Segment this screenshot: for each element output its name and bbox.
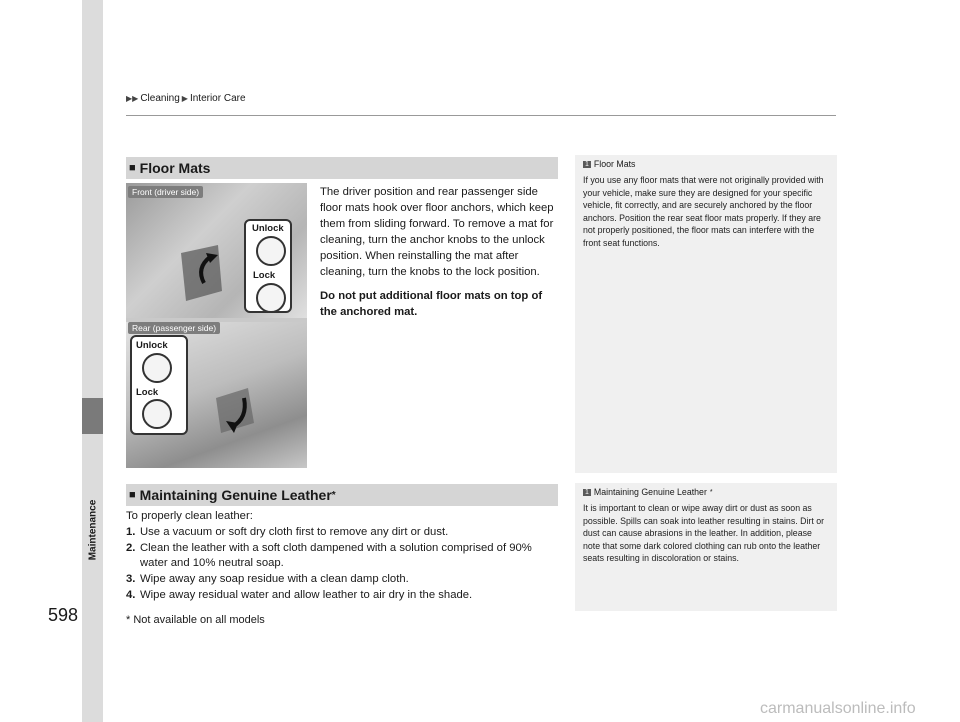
- list-item: 3. Wipe away any soap residue with a clean damp cloth.: [126, 573, 409, 586]
- breadcrumb-arrow-icon: ▶▶: [126, 94, 139, 103]
- unlock-knob-icon: [142, 353, 172, 383]
- breadcrumb-arrow-icon: ▶: [181, 94, 188, 103]
- list-item: 4. Wipe away residual water and allow leather to air dry in the shade.: [126, 588, 473, 601]
- front-driver-side-label: Front (driver side): [128, 186, 203, 198]
- note-title: 1 Maintaining Genuine Leather *: [585, 487, 713, 497]
- section-square-icon: ■: [129, 162, 136, 174]
- leather-note: [575, 483, 837, 611]
- list-item: 1. Use a vacuum or soft dry cloth first to remove any dirt or dust.: [126, 525, 449, 538]
- breadcrumb-item-cleaning[interactable]: Cleaning: [140, 93, 180, 104]
- floor-mats-note: [575, 155, 837, 473]
- note-body: It is important to clean or wipe away dirt or dust as soon as possible. Spills can soak into leather resulting in stains. Dirt or dust can cause abrasions in the leather. In addition, please note that some dark colored clothing can rub onto the leather seats resulting in discoloration or stains.: [583, 503, 825, 564]
- front-unlock-label: Unlock: [252, 223, 284, 234]
- lock-knob-icon: [256, 283, 286, 313]
- rear-passenger-side-label: Rear (passenger side): [128, 322, 220, 334]
- leather-intro: To properly clean leather:: [126, 510, 253, 522]
- floor-mats-warning: Do not put additional floor mats on top of the anchored mat.: [320, 290, 543, 318]
- leather-instructions: [126, 509, 560, 604]
- breadcrumb-item-interior-care[interactable]: Interior Care: [189, 93, 246, 104]
- footnote: * Not available on all models: [126, 614, 265, 626]
- note-marker: 1: [585, 160, 589, 168]
- header-divider: [126, 115, 836, 116]
- note-title: 1 Floor Mats: [585, 159, 636, 169]
- list-item: 2. Clean the leather with a soft cloth dampened with a solution comprised of 90% water and 10% neutral soap.: [126, 541, 532, 570]
- floor-anchor-figure: [126, 183, 307, 468]
- note-body: If you use any floor mats that were not originally provided with your vehicle, make sure they are designed for your specific vehicle, fit correctly, and are securely anchored by the floor anchors. Position the rear seat floor mats properly. If they are not properly positioned, the floor mats can interfere with the front seat functions.: [583, 175, 824, 248]
- sidebar-tab-marker: [82, 398, 103, 434]
- leather-heading: ■ Maintaining Genuine Leather *: [126, 484, 558, 506]
- watermark: carmanualsonline.info: [760, 700, 916, 717]
- lock-knob-icon: [142, 399, 172, 429]
- breadcrumb: [126, 93, 246, 104]
- page-number: 598: [48, 605, 79, 625]
- sidebar-tab: [82, 0, 103, 722]
- section-square-icon: ■: [129, 489, 136, 501]
- rear-unlock-label: Unlock: [136, 340, 168, 351]
- sidebar-label: Maintenance: [87, 499, 99, 561]
- unlock-knob-icon: [256, 236, 286, 266]
- note-marker: 1: [585, 488, 589, 496]
- front-lock-label: Lock: [253, 270, 276, 281]
- floor-mats-paragraph: The driver position and rear passenger side floor mats hook over floor anchors, which keep them from sliding forward. To remove a mat for cleaning, turn the anchor knobs to the unlock position. When reinstalling the mat after cleaning, turn the knobs to the lock position.: [320, 186, 554, 278]
- floor-mats-body: [320, 184, 558, 320]
- rear-lock-label: Lock: [136, 387, 159, 398]
- floor-mats-heading: ■ Floor Mats: [126, 157, 558, 179]
- leather-heading-star: *: [331, 489, 336, 501]
